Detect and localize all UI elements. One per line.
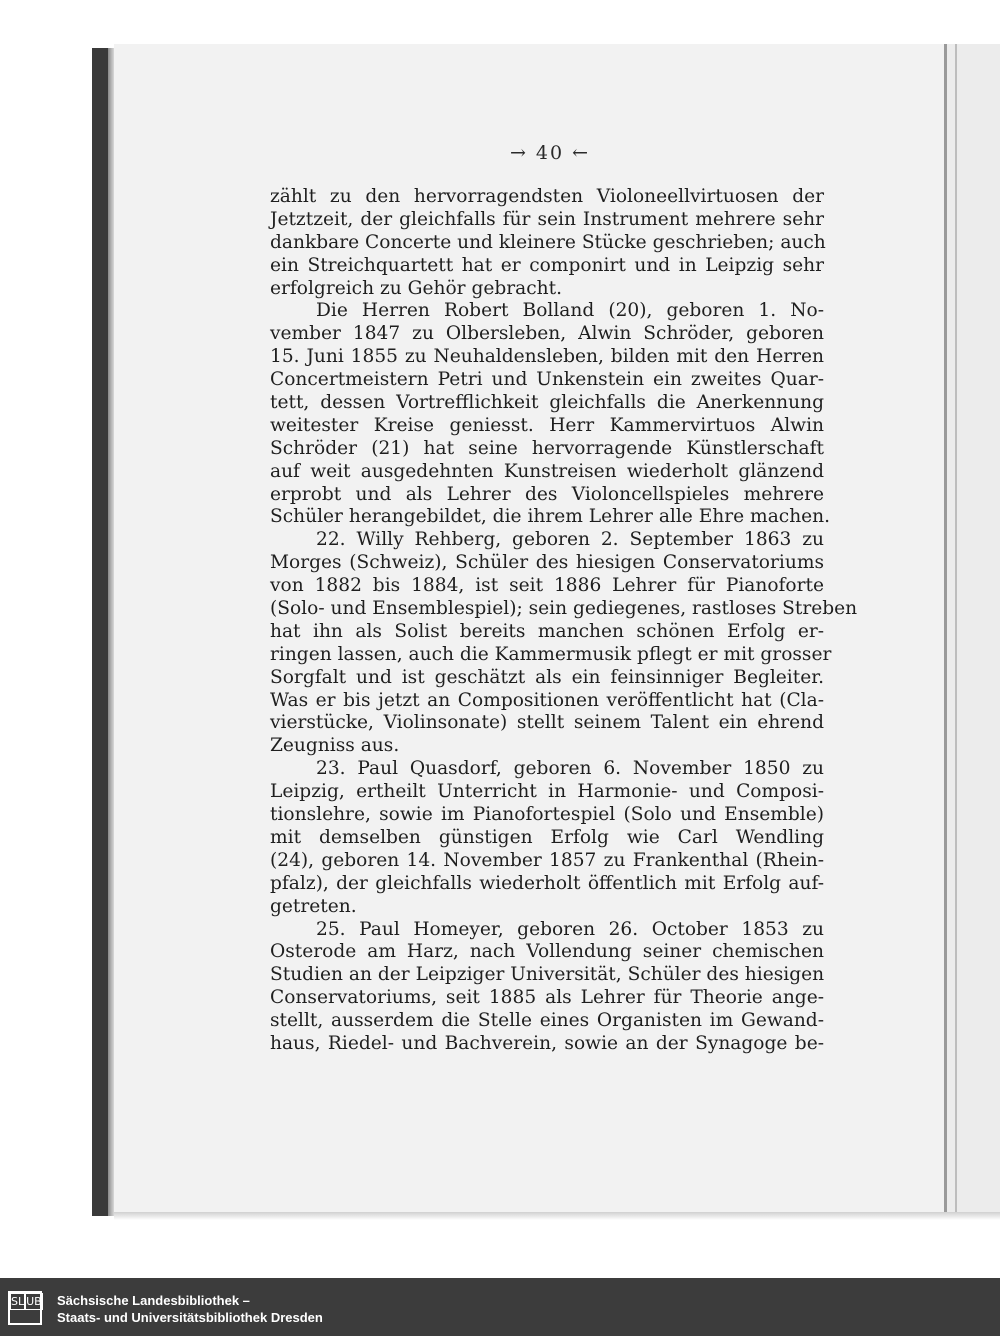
body-text xyxy=(270,186,858,1056)
text-line: Die Herren Robert Bolland (20), geboren 1. No- xyxy=(316,300,824,322)
book-spine xyxy=(92,48,108,1216)
page-fold-line-secondary xyxy=(955,44,957,1219)
text-line: stellt, ausserdem die Stelle eines Organisten im Gewand- xyxy=(270,1010,824,1032)
text-line: Morges (Schweiz), Schüler des hiesigen Conservatoriums xyxy=(270,552,824,574)
text-line: zählt zu den hervorragendsten Violoneellvirtuosen der xyxy=(270,186,824,207)
text-line: Leipzig, ertheilt Unterricht in Harmonie- und Composi- xyxy=(270,781,824,803)
logo-letters-bottom: UB xyxy=(26,1295,42,1308)
text-line: getreten. xyxy=(270,895,357,917)
library-name-line2: Staats- und Universitätsbibliothek Dresden xyxy=(57,1310,323,1325)
text-line: vember 1847 zu Olbersleben, Alwin Schröder, geboren xyxy=(270,323,824,345)
text-line: weitester Kreise geniesst. Herr Kammervirtuos Alwin xyxy=(270,414,824,436)
text-line: Zeugniss aus. xyxy=(270,735,400,757)
text-line: Jetztzeit, der gleichfalls für sein Instrument mehrere sehr xyxy=(270,208,824,230)
text-line: Concertmeistern Petri und Unkenstein ein zweites Quar- xyxy=(270,369,824,391)
text-line: auf weit ausgedehnten Kunstreisen wiederholt glänzend xyxy=(270,460,824,482)
text-line: hat ihn als Solist bereits manchen schönen Erfolg er- xyxy=(270,620,824,642)
text-line: vierstücke, Violinsonate) stellt seinem Talent ein ehrend xyxy=(270,712,824,734)
page-bottom-shadow xyxy=(114,1212,1000,1220)
slub-logo[interactable] xyxy=(8,1291,42,1325)
text-line: 22. Willy Rehberg, geboren 2. September 1863 zu xyxy=(316,529,824,551)
text-line: 25. Paul Homeyer, geboren 26. October 1853 zu xyxy=(316,918,824,940)
text-line: 15. Juni 1855 zu Neuhaldensleben, bilden mit den Herren xyxy=(270,346,824,368)
text-line: Sorgfalt und ist geschätzt als ein feinsinniger Begleiter. xyxy=(270,666,824,688)
text-line: Was er bis jetzt an Compositionen veröffentlicht hat (Cla- xyxy=(270,689,824,711)
text-line: Conservatoriums, seit 1885 als Lehrer für Theorie ange- xyxy=(270,987,824,1009)
text-line: mit demselben günstigen Erfolg wie Carl Wendling xyxy=(270,826,824,848)
logo-letters-top: SL xyxy=(11,1295,25,1308)
text-line: 23. Paul Quasdorf, geboren 6. November 1850 zu xyxy=(316,758,824,780)
facing-page-edge xyxy=(944,44,1000,1219)
text-line: ringen lassen, auch die Kammermusik pflegt er mit grosser xyxy=(270,643,832,665)
text-line: (Solo- und Ensemblespiel); sein gediegenes, rastloses Streben xyxy=(270,598,858,620)
text-line: haus, Riedel- und Bachverein, sowie an der Synagoge be- xyxy=(270,1032,824,1054)
page-fold-line xyxy=(944,44,947,1219)
page-number-header: → 40 ← xyxy=(509,142,591,164)
text-line: dankbare Concerte und kleinere Stücke geschrieben; auch xyxy=(270,231,826,253)
text-line: Schüler herangebildet, die ihrem Lehrer alle Ehre machen. xyxy=(270,506,831,528)
text-line: Studien an der Leipziger Universität, Schüler des hiesigen xyxy=(270,964,825,986)
text-line: Schröder (21) hat seine hervorragende Künstlerschaft xyxy=(270,437,824,459)
library-name-line1: Sächsische Landesbibliothek – xyxy=(57,1293,250,1308)
text-line: Osterode am Harz, nach Vollendung seiner chemischen xyxy=(270,941,824,963)
text-line: von 1882 bis 1884, ist seit 1886 Lehrer für Pianoforte xyxy=(270,575,824,597)
text-line: erfolgreich zu Gehör gebracht. xyxy=(270,277,563,299)
text-line: pfalz), der gleichfalls wiederholt öffentlich mit Erfolg auf- xyxy=(270,872,824,894)
text-line: tett, dessen Vortrefflichkeit gleichfalls die Anerkennung xyxy=(270,392,824,414)
text-line: ein Streichquartett hat er componirt und in Leipzig sehr xyxy=(270,254,824,276)
library-footer xyxy=(0,1278,1000,1336)
text-line: (24), geboren 14. November 1857 zu Frankenthal (Rhein- xyxy=(270,849,824,871)
text-line: erprobt und als Lehrer des Violoncellspieles mehrere xyxy=(270,483,824,505)
text-line: tionslehre, sowie im Pianofortespiel (Solo und Ensemble) xyxy=(270,804,824,826)
